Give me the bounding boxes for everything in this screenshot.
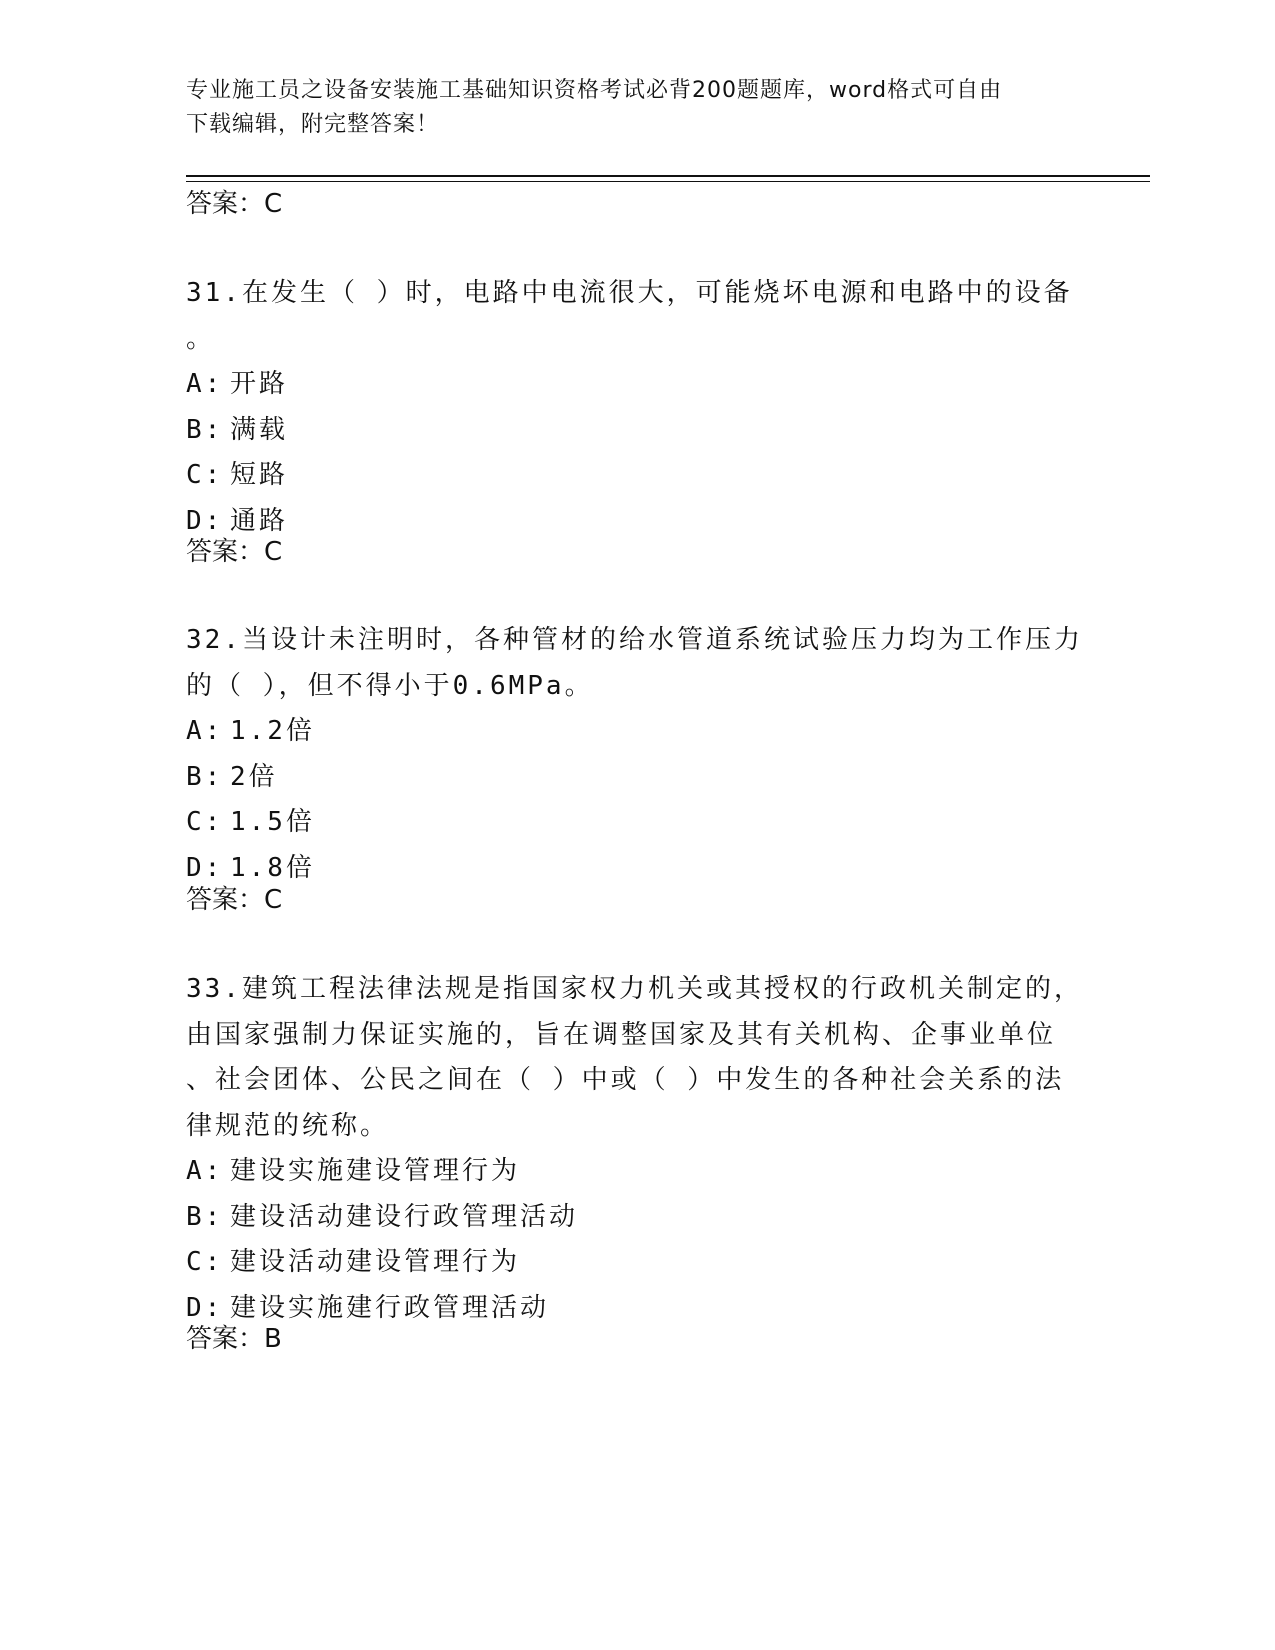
question-33 [186,967,1086,1331]
previous-answer [186,186,1086,222]
question-32 [186,618,1086,891]
option-text: 1.5倍 [230,807,315,837]
option-key: D: [186,505,224,536]
answer-value: B [264,1324,282,1354]
answer-label: 答案： [186,189,265,219]
option-text: 开路 [230,369,289,399]
question-text-line: 32.当设计未注明时，各种管材的给水管道系统试验压力均为工作压力 [186,625,1083,655]
option-a [186,1149,1086,1195]
option-key: D: [186,852,224,883]
answer-label: 答案： [186,885,265,915]
header-rule-thin [186,181,1150,182]
question-text-line: 33.建筑工程法律法规是指国家权力机关或其授权的行政机关制定的， [186,974,1083,1004]
question-31 [186,271,1086,544]
option-text: 通路 [230,505,289,536]
answer-31 [186,534,1086,570]
option-key: B: [186,414,224,445]
question-text-line: 。 [186,323,216,354]
option-key: A: [186,1156,224,1186]
answer-33 [186,1321,1086,1357]
option-b [186,408,1086,454]
answer-value: C [264,537,283,567]
option-text: 建设活动建设行政管理活动 [230,1201,579,1232]
question-text-line: 31.在发生（ ）时，电路中电流很大，可能烧坏电源和电路中的设备 [186,278,1073,308]
option-c [186,800,1086,846]
header-rule-thick [186,175,1150,177]
option-text: 建设实施建设管理行为 [230,1156,521,1186]
option-b [186,755,1086,801]
document-header [186,74,1066,142]
question-text-line: 的（ ），但不得小于0.6MPa。 [186,670,594,701]
option-key: C: [186,807,224,837]
header-title-line-1: 专业施工员之设备安装施工基础知识资格考试必背200题题库，word格式可自由 [186,78,1003,103]
option-text: 1.2倍 [230,716,315,746]
option-c [186,453,1086,499]
answer-32 [186,882,1086,918]
option-key: D: [186,1292,224,1323]
question-text-line: 由国家强制力保证实施的，旨在调整国家及其有关机构、企事业单位 [186,1019,1057,1050]
option-text: 建设实施建行政管理活动 [230,1292,550,1323]
option-b [186,1195,1086,1241]
option-key: C: [186,1247,224,1277]
option-key: A: [186,369,224,399]
option-text: 1.8倍 [230,852,315,883]
question-text-line: 律规范的统称。 [186,1110,390,1141]
option-key: B: [186,1201,224,1232]
option-c [186,1240,1086,1286]
option-key: C: [186,460,224,490]
answer-value: C [264,189,283,219]
option-text: 短路 [230,460,289,490]
option-text: 满载 [230,414,289,445]
answer-value: C [264,885,283,915]
option-text: 建设活动建设管理行为 [230,1247,521,1277]
option-text: 2倍 [230,761,278,792]
answer-label: 答案： [186,537,265,567]
answer-label: 答案： [186,1324,265,1354]
option-key: B: [186,761,224,792]
option-a [186,709,1086,755]
question-text-line: 、社会团体、公民之间在（ ）中或（ ）中发生的各种社会关系的法 [186,1065,1065,1095]
header-title-line-2: 下载编辑，附完整答案！ [186,112,440,137]
option-key: A: [186,716,224,746]
option-a [186,362,1086,408]
